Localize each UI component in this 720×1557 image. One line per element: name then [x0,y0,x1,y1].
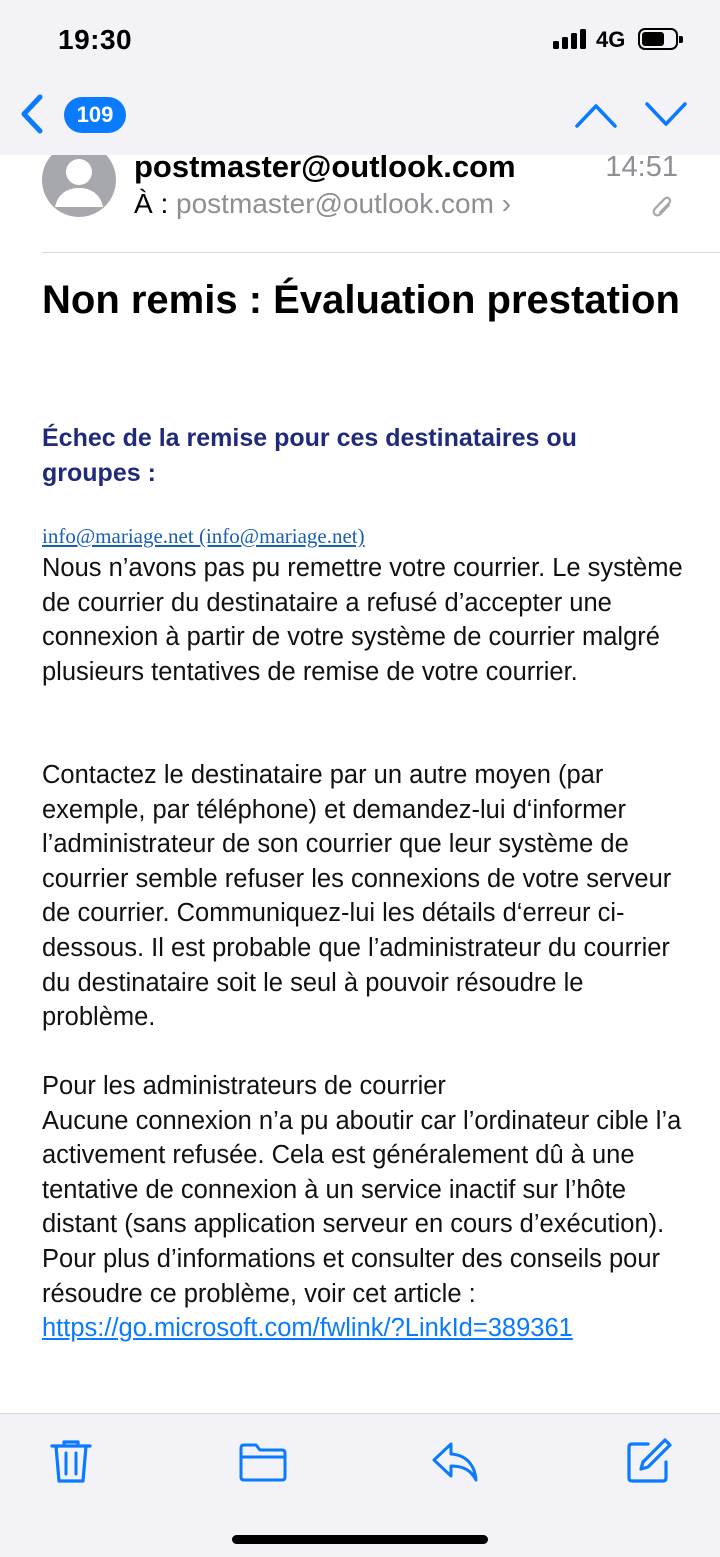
chevron-left-icon [18,94,46,134]
header-divider [42,252,720,253]
message-subject: Non remis : Évaluation prestation [42,278,680,322]
paperclip-icon [650,194,676,222]
received-time: 14:51 [605,155,678,183]
chevron-down-icon [644,96,688,132]
previous-message-button[interactable] [574,96,618,132]
navigation-bar [0,80,720,155]
folder-icon [238,1436,288,1486]
body-paragraph-3 [42,1069,692,1346]
trash-icon [46,1436,96,1486]
chevron-up-icon [574,96,618,132]
battery-icon [638,28,678,50]
status-bar [0,0,720,80]
body-paragraph-2: Contactez le destinataire par un autre moyen (par exemple, par téléphone) et demandez-lui d‘informer l’administrateur de son courrier que leur système de courrier semble refuser les connexions de votre serveur de courrier. Communiquez-lui les détails d‘erreur ci-dessous. Il est probable que l’administrateur du courrier du destinataire soit le seul à pouvoir résoudre le problème. [42,761,672,1032]
message-header [0,155,720,255]
compose-button[interactable] [624,1436,674,1486]
admin-details-text: Aucune connexion n’a pu aboutir car l’ordinateur cible l’a activement refusée. Cela est généralement dû à une tentative de connexion à un service inactif sur l’hôte distant (sans application serveur en cours d’exécution). Pour plus d’informations et consulter des conseils pour résoudre ce problème, voir cet article : [42,1106,682,1308]
person-avatar-icon[interactable] [42,155,116,217]
move-to-folder-button[interactable] [238,1436,288,1486]
help-article-link[interactable]: https://go.microsoft.com/fwlink/?LinkId=389361 [42,1314,573,1343]
recipient-chevron: › [501,188,512,219]
next-message-button[interactable] [644,96,688,132]
body-paragraph-1: Nous n’avons pas pu remettre votre courrier. Le système de courrier du destinataire a refusé d’accepter une connexion à partir de votre système de courrier malgré plusieurs tentatives de remise de votre courrier. [42,554,683,686]
unread-count-badge: 109 [64,97,126,133]
recipient-row[interactable] [134,188,511,220]
to-label: À : [134,188,169,219]
delete-button[interactable] [46,1436,96,1486]
admin-heading: Pour les administrateurs de courrier [42,1072,446,1100]
compose-icon [624,1436,674,1486]
network-type: 4G [596,27,626,52]
delivery-failure-heading: Échec de la remise pour ces destinataires ou groupes : [42,424,577,487]
cellular-signal-icon [553,29,589,49]
recipient-address: postmaster@outlook.com [176,188,494,219]
status-time: 19:30 [58,24,133,55]
home-indicator[interactable] [232,1535,488,1544]
back-button[interactable] [18,94,128,134]
sender-address[interactable]: postmaster@outlook.com [134,155,516,184]
reply-button[interactable] [430,1436,480,1486]
reply-icon [430,1436,480,1486]
failed-recipient-link[interactable]: info@mariage.net (info@mariage.net) [42,524,365,548]
